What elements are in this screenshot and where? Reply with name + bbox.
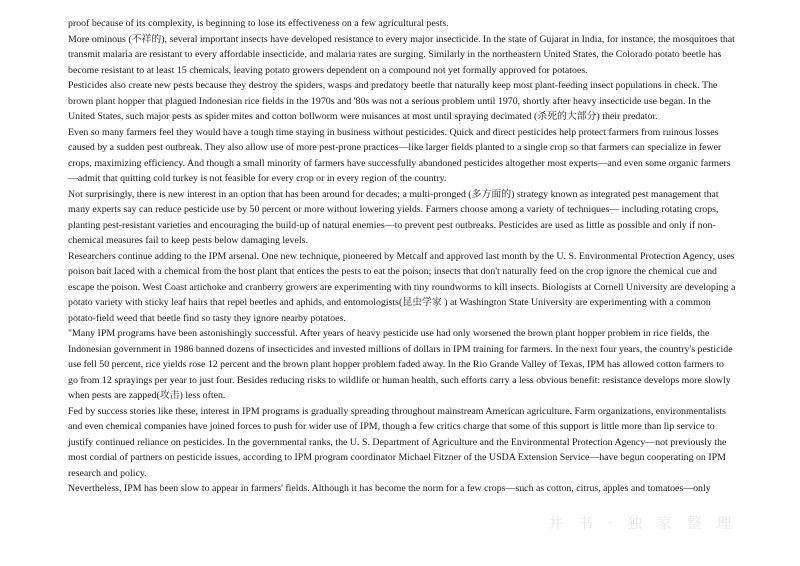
paragraph: Researchers continue adding to the IPM arsenal. One new technique, pioneered by Metcalf and approved last month by the U. S. Environmental Protection Agency, uses poison bait laced with a chemical from the host plant that entices the pests to eat the poison; insects that don't naturally feed on the crop ignore the chemical cue and escape the poison. West Coast artichoke and cranberry growers are experimenting with tiny roundworms to kill insects. Biologists at Cornell University are developing a potato variety with sticky leaf hairs that repel beetles and aphids, and entomologists(昆虫学家 ) at Washington State University are experimenting with a common potato-field weed that beetle find so tasty they ignore nearby potatoes. bbox=[68, 250, 736, 324]
paragraph: Even so many farmers feel they would have a tough time staying in business without pesticides. Quick and direct pesticides help protect farmers from ruinous losses caused by a sudden pest outbreak. They also allow use of more pest-prone practices—like larger fields planted to a single crop so that farmers can specialize in fewer crops, maximizing efficiency. And though a small minority of farmers have successfully abandoned pesticides altogether most experts—and even some organic farmers—admit that quitting cold turkey is not feasible for every crop or in every region of the country. bbox=[68, 126, 731, 184]
paragraph: "Many IPM programs have been astonishingly successful. After years of heavy pesticide use had only worsened the brown plant hopper problem in rice fields, the Indonesian government in 1986 banned dozens of insecticides and invested millions of dollars in IPM training for farmers. In the next four years, the country's pesticide use fell 50 percent, rice yields rose 12 percent and the brown plant hopper problem faded away. In the Rio Grande Valley of Texas, IPM has allowed cotton farmers to go from 12 sprayings per year to just four. Besides reducing risks to wildlife or human health, such efforts carry a less obvious benefit: resistance develops more slowly when pests are zapped(攻击) less often. bbox=[68, 328, 733, 401]
watermark: 井 书 · 独 家 整 理 bbox=[548, 514, 737, 532]
paragraph: Nevertheless, IPM has been slow to appear in farmers' fields. Although it has become the norm for a few crops—such as cotton, citrus, apples and tomatoes—only bbox=[68, 483, 711, 494]
paragraph: Not surprisingly, there is new interest in an option that has been around for decades; a multi-pronged (多方面的) strategy known as integrated pest management that many experts say can reduce pesticide use by 50 percent or more without lowering yields. Farmers choose among a variety of techniques— including rotating crops, planting pest-resistant varieties and encouraging the build-up of natural enemies—to prevent pest outbreaks. Pesticides are used as little as possible and only if non-chemical measures fail to keep pests below damaging levels. bbox=[68, 188, 719, 246]
paragraph: Pesticides also create new pests because they destroy the spiders, wasps and predatory beetle that naturally keep most plant-feeding insect populations in check. The brown plant hopper that plagued Indonesian rice fields in the 1970s and '80s was not a serious problem until 1970, shortly after heavy insecticide use began. In the United States, such major pests as spider mites and cotton bollworm were nuisances at most until spraying decimated (杀死的大部分) their predator. bbox=[68, 80, 718, 122]
paragraph: proof because of its complexity, is beginning to lose its effectiveness on a few agricultural pests. bbox=[68, 18, 449, 29]
paragraph: Fed by success stories like these, interest in IPM programs is gradually spreading throughout mainstream American agriculture. Farm organizations, environmentalists and even chemical companies have joined forces to push for wider use of IPM, though a few critics charge that some of this support is little more than lip service to justify continued reliance on pesticides. In the governmental ranks, the U. S. Department of Agriculture and the Environmental Protection Agency—not previously the most cordial of partners on pesticide issues, according to IPM program coordinator Michael Fitzner of the USDA Extension Service—have begun cooperating on IPM research and policy. bbox=[68, 405, 727, 479]
paragraph: More ominous (不祥的), several important insects have developed resistance to every major insecticide. In the state of Gujarat in India, for instance, the mosquitoes that transmit malaria are resistant to every affordable insecticide, and malaria rates are surging. Similarly in the northeastern United States, the Colorado potato beetle has become resistant to at least 15 chemicals, leaving potato growers dependent on a compound not yet formally approved for potatoes. bbox=[68, 33, 735, 76]
document-body bbox=[68, 16, 736, 497]
